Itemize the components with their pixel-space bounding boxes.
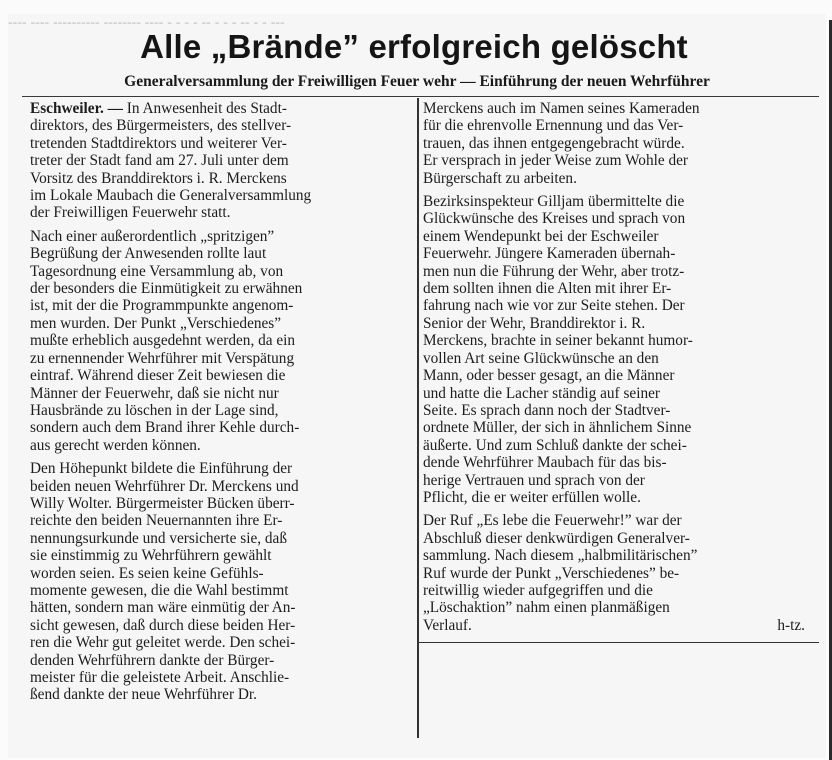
text-line: „Löschaktion” nahm einen planmäßigen — [423, 599, 670, 617]
text-line: Verlauf. — [423, 616, 472, 634]
text-line: und hatte die Lacher ständig auf seiner — [423, 384, 661, 402]
headline: Alle „Brände” erfolgreich gelöscht — [140, 28, 688, 65]
text-line: vollen Art seine Glückwünsche an den — [423, 349, 659, 367]
text-line: meister für die geleistete Arbeit. Anschlie- — [30, 669, 290, 686]
text-line: dem sollten ihnen die Alten mit ihrer Er- — [423, 280, 672, 298]
text-line: Nach einer außerordentlich „spritzigen” — [30, 227, 275, 245]
text-line: men nun die Führung der Wehr, aber trotz- — [423, 262, 685, 280]
text-line: Senior der Wehr, Branddirektor i. R. — [423, 314, 646, 332]
paragraph — [30, 100, 412, 222]
text-line: sicht gewesen, daß durch diese beiden Her- — [30, 616, 296, 634]
text-line: nennungsurkunde und versicherte sie, daß — [30, 529, 287, 547]
text-line: Feuerwehr. Jüngere Kameraden übernah- — [423, 245, 676, 263]
text-line: sondern auch dem Brand ihrer Kehle durch- — [30, 419, 300, 437]
text-line: herige Vertrauen und sprach von der — [423, 471, 645, 489]
paragraph — [30, 460, 412, 704]
text-line: Willy Wolter. Bürgermeister Bücken überr- — [30, 494, 295, 512]
text-line: Seite. Es sprach dann noch der Stadtver- — [423, 401, 671, 419]
bleed-through-text: ---- ---- ---------- -------- ---- - - - - -- - - - -- - - --- — [8, 14, 285, 30]
text-line: Glückwünsche des Kreises und sprach von — [423, 210, 686, 228]
text-line: Männer der Feuerwehr, daß sie nicht nur — [30, 384, 279, 402]
text-line: einem Wendepunkt bei der Eschweiler — [423, 227, 659, 245]
text-line: reitwillig wieder aufgegriffen und die — [423, 581, 653, 599]
text-line: Merckens, brachte in seiner bekannt humor- — [423, 332, 693, 350]
text-line: Ruf wurde der Punkt „Verschiedenes” be- — [423, 564, 680, 582]
text-line: In Anwesenheit des Stadt- — [126, 100, 287, 117]
article-end-rule — [419, 642, 819, 643]
dateline: Eschweiler. — — [30, 100, 123, 117]
text-line: treter der Stadt fand am 27. Juli unter dem — [30, 152, 289, 170]
text-line: momente gewesen, die die Wahl bestimmt — [30, 581, 289, 599]
text-line: Er versprach in jeder Weise zum Wohle der — [423, 152, 688, 170]
text-line: für die ehrenvolle Ernennung und das Ver- — [423, 117, 684, 135]
text-line: Bezirksinspekteur Gilljam übermittelte die — [423, 193, 685, 211]
text-line: Tagesordnung eine Versammlung ab, von — [30, 262, 284, 280]
text-line: der besonders die Einmütigkeit zu erwähnen — [30, 280, 303, 298]
text-line: men wurden. Der Punkt „Verschiedenes” — [30, 314, 282, 332]
text-line: Hausbrände zu löschen in der Lage sind, — [30, 401, 279, 419]
text-line: zu ernennender Wehrführer mit Verspätung — [30, 349, 295, 367]
text-line: ist, mit der die Programmpunkte angenom- — [30, 297, 294, 315]
left-column — [30, 100, 412, 710]
text-line: eintraf. Während dieser Zeit bewiesen die — [30, 367, 286, 385]
text-line: denden Wehrführern dankte der Bürger- — [30, 651, 275, 669]
text-line: Bürgerschaft zu arbeiten. — [423, 169, 577, 187]
text-line: ordnete Müller, der sich in ähnlichem Sinne — [423, 419, 692, 437]
text-line: Der Ruf „Es lebe die Feuerwehr!” war der — [423, 512, 682, 530]
text-line: direktors, des Bürgermeisters, des stellver- — [30, 117, 292, 135]
author-signature: h-tz. — [777, 617, 805, 635]
text-line: mußte erheblich ausgedehnt werden, da ein — [30, 332, 296, 350]
paragraph — [423, 193, 809, 506]
subheadline: Generalversammlung der Freiwilligen Feuer wehr — Einführung der neuen Wehrführer — [124, 73, 710, 90]
text-line: tretenden Stadtdirektors und weiterer Ver- — [30, 134, 287, 152]
text-line: sammlung. Nach diesem „halbmilitärischen” — [423, 547, 698, 565]
text-line: Mann, oder besser gesagt, an die Männer — [423, 367, 675, 385]
text-line: reichte den beiden Neuernannten ihre Er- — [30, 512, 283, 530]
header-rule — [22, 96, 819, 97]
text-line: ren die Wehr gut geleitet werde. Den schei- — [30, 634, 296, 652]
paragraph — [423, 100, 809, 187]
text-line: hätten, sondern man wäre einmütig der An- — [30, 599, 296, 617]
text-line: Pflicht, die er weiter erfüllen wolle. — [423, 488, 641, 506]
text-line: fahrung nach wie vor zur Seite stehen. Der — [423, 297, 685, 315]
text-line: beiden neuen Wehrführer Dr. Merckens und — [30, 477, 299, 495]
right-column — [423, 100, 809, 641]
text-line: worden seien. Es seien keine Gefühls- — [30, 564, 264, 582]
text-line: Abschluß dieser denkwürdigen Generalver- — [423, 529, 690, 547]
text-line: Vorsitz des Branddirektors i. R. Merckens — [30, 169, 287, 187]
text-line: Begrüßung der Anwesenden rollte laut — [30, 245, 267, 263]
paragraph — [423, 512, 809, 634]
text-line: im Lokale Maubach die Generalversammlung — [30, 187, 312, 205]
paragraph — [30, 228, 412, 454]
text-line: Den Höhepunkt bildete die Einführung der — [30, 460, 293, 478]
text-line: ßend dankte der neue Wehrführer Dr. — [30, 686, 257, 704]
text-line: der Freiwilligen Feuerwehr statt. — [30, 204, 231, 222]
text-line: Merckens auch im Namen seines Kameraden — [423, 100, 700, 117]
text-line: dende Wehrführer Maubach für das bis- — [423, 454, 667, 472]
text-line: äußerte. Und zum Schluß dankte der schei- — [423, 436, 687, 454]
text-line: sie einstimmig zu Wehrführern gewählt — [30, 547, 272, 565]
text-line: aus gerecht werden können. — [30, 436, 201, 454]
text-line: trauen, das ihnen entgegengebracht würde. — [423, 134, 685, 152]
